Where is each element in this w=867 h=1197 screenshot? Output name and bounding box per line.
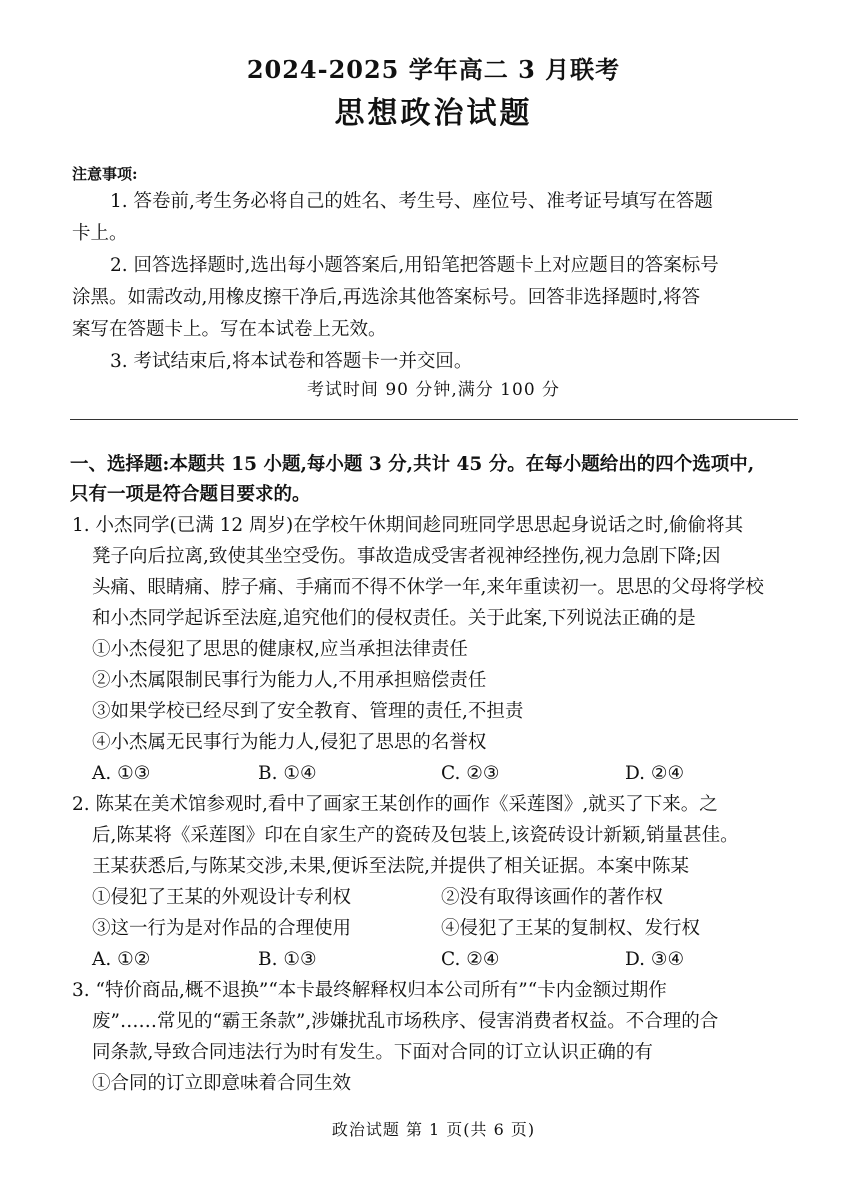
divider	[70, 419, 798, 420]
notice-line: 涂黑。如需改动,用橡皮擦干净后,再选涂其他答案标号。回答非选择题时,将答	[72, 287, 701, 308]
question-1-statement: ③如果学校已经尽到了安全教育、管理的责任,不担责	[92, 701, 524, 722]
question-3-statement: ①合同的订立即意味着合同生效	[92, 1073, 352, 1094]
notice-line: 卡上。	[72, 223, 128, 244]
question-2-stem: 2. 陈某在美术馆参观时,看中了画家王某创作的画作《采莲图》,就买了下来。之	[72, 794, 718, 815]
notice-line: 案写在答题卡上。写在本试卷上无效。	[72, 319, 387, 340]
question-1-stem: 凳子向后拉离,致使其坐空受伤。事故造成受害者视神经挫伤,视力急剧下降;因	[92, 546, 721, 567]
question-2-statement: ②没有取得该画作的著作权	[441, 887, 664, 908]
question-3-stem: 废”……常见的“霸王条款”,涉嫌扰乱市场秩序、侵害消费者权益。不合理的合	[92, 1011, 719, 1032]
exam-title: 2024-2025 学年高二 3 月联考	[246, 55, 621, 84]
question-1-statement: ②小杰属限制民事行为能力人,不用承担赔偿责任	[92, 670, 487, 691]
question-3-stem: 3. “特价商品,概不退换”“本卡最终解释权归本公司所有”“卡内金额过期作	[72, 980, 667, 1001]
question-2-option-c: C. ②④	[441, 949, 500, 970]
question-1-statement: ④小杰属无民事行为能力人,侵犯了思思的名誉权	[92, 732, 487, 753]
question-2-option-d: D. ③④	[625, 949, 685, 970]
question-2-stem: 王某获悉后,与陈某交涉,未果,便诉至法院,并提供了相关证据。本案中陈某	[92, 856, 690, 877]
notice-line: 1. 答卷前,考生务必将自己的姓名、考生号、座位号、准考证号填写在答题	[110, 191, 713, 212]
notice-heading: 注意事项:	[72, 165, 138, 183]
question-1-stem: 和小杰同学起诉至法庭,追究他们的侵权责任。关于此案,下列说法正确的是	[92, 608, 696, 629]
question-2-statement: ④侵犯了王某的复制权、发行权	[441, 918, 701, 939]
question-1-stem: 头痛、眼睛痛、脖子痛、手痛而不得不休学一年,来年重读初一。思思的父母将学校	[92, 577, 764, 598]
question-1-option-d: D. ②④	[625, 763, 685, 784]
question-1-option-b: B. ①④	[258, 763, 317, 784]
question-1-option-c: C. ②③	[441, 763, 500, 784]
section-heading: 只有一项是符合题目要求的。	[70, 484, 311, 505]
question-2-statement: ③这一行为是对作品的合理使用	[92, 918, 352, 939]
page-footer: 政治试题 第 1 页(共 6 页)	[331, 1120, 536, 1139]
question-3-stem: 同条款,导致合同违法行为时有发生。下面对合同的订立认识正确的有	[92, 1042, 653, 1063]
question-2-option-b: B. ①③	[258, 949, 317, 970]
question-1-option-a: A. ①③	[92, 763, 151, 784]
notice-line: 3. 考试结束后,将本试卷和答题卡一并交回。	[110, 351, 473, 372]
question-2-stem: 后,陈某将《采莲图》印在自家生产的瓷砖及包装上,该瓷砖设计新颖,销量甚佳。	[92, 825, 739, 846]
question-1-statement: ①小杰侵犯了思思的健康权,应当承担法律责任	[92, 639, 468, 660]
question-2-option-a: A. ①②	[92, 949, 151, 970]
subject-title: 思想政治试题	[334, 96, 533, 131]
notice-line: 2. 回答选择题时,选出每小题答案后,用铅笔把答题卡上对应题目的答案标号	[110, 255, 719, 276]
question-2-statement: ①侵犯了王某的外观设计专利权	[92, 887, 352, 908]
question-1-stem: 1. 小杰同学(已满 12 周岁)在学校午休期间趁同班同学思思起身说话之时,偷偷将其	[72, 515, 744, 536]
exam-time-info: 考试时间 90 分钟,满分 100 分	[306, 380, 561, 400]
section-heading: 一、选择题:本题共 15 小题,每小题 3 分,共计 45 分。在每小题给出的四个选项中,	[70, 454, 755, 475]
